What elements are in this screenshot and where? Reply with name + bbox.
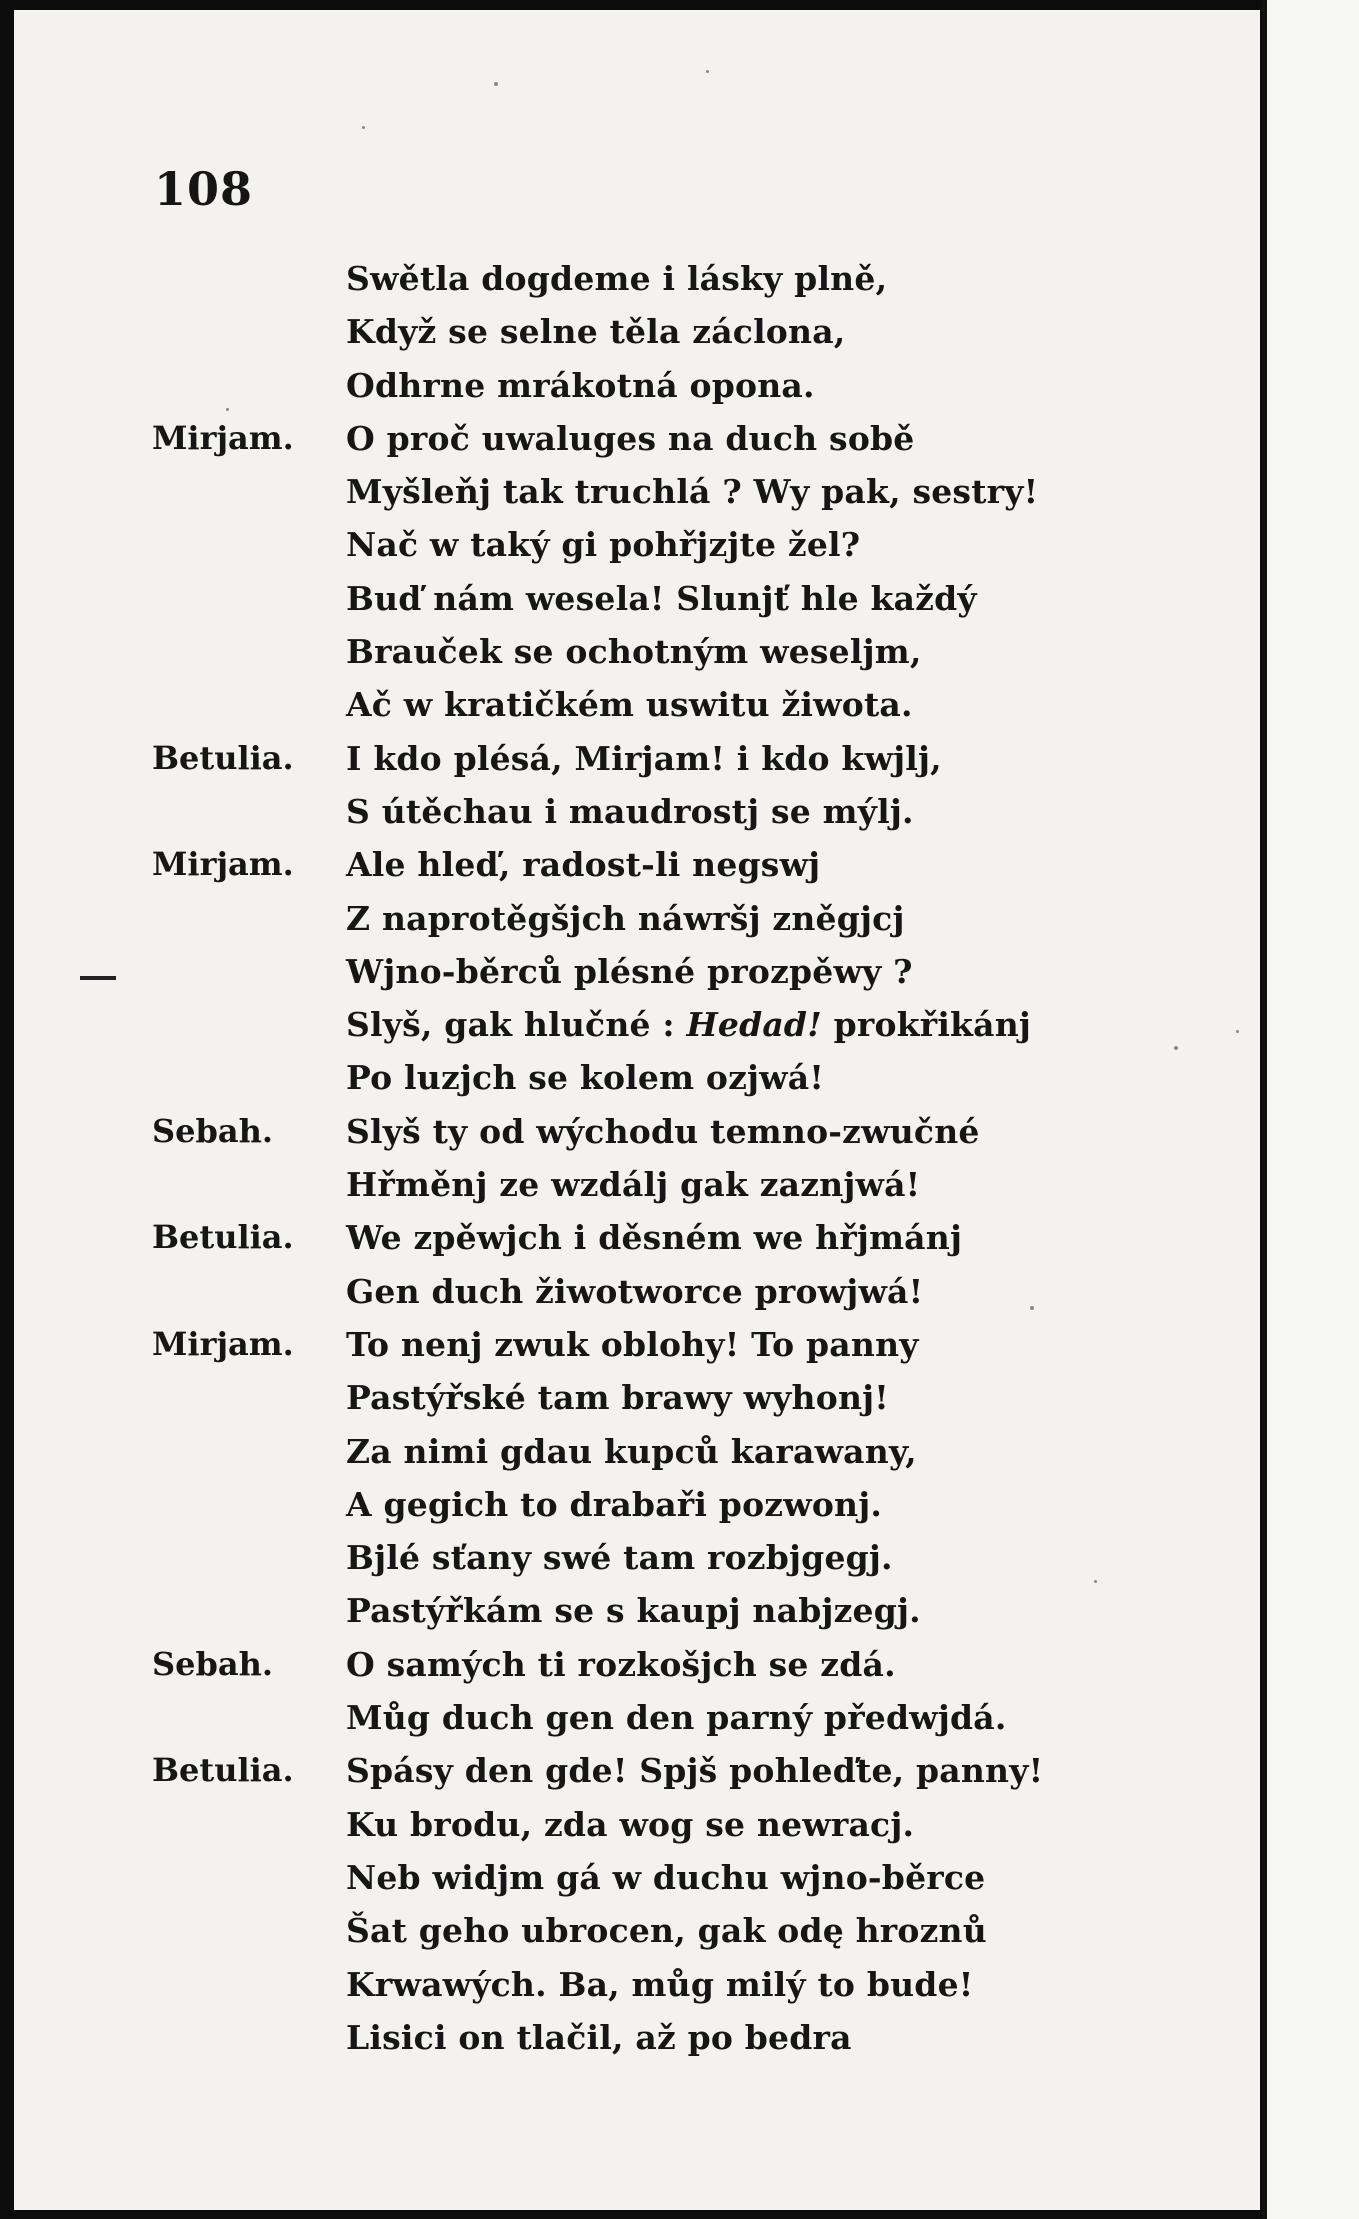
- verse-text: Ku brodu, zda wog se newracj.: [346, 1804, 915, 1844]
- verse-text: Ale hleď, radost-li negswj: [346, 845, 821, 885]
- verse-text: Swětla dogdeme i lásky plně,: [346, 259, 888, 298]
- verse-line-9: [14, 678, 1260, 731]
- verse-text: Šat geho ubrocen, gak odę hroznů: [346, 1911, 987, 1951]
- verse-text: Spásy den gde! Spjš pohleďte, panny!: [346, 1751, 1044, 1791]
- verse-line-1: [14, 252, 1260, 305]
- verse-text: A gegich to drabaři pozwonj.: [346, 1484, 883, 1524]
- page-number: 108: [154, 162, 254, 216]
- verse-text: Brauček se ochotným weseljm,: [346, 632, 922, 672]
- verse-text: Neb widjm gá w duchu wjno-běrce: [346, 1857, 986, 1897]
- verse-line-22: [14, 1371, 1260, 1424]
- verse-text: Pastýřkám se s kaupj nabjzegj.: [346, 1591, 921, 1631]
- verse-line-12: [14, 838, 1260, 891]
- verse-text: O samých ti rozkošjch se zdá.: [346, 1644, 896, 1684]
- verse-text: We zpěwjch i děsném we hřjmánj: [346, 1218, 963, 1258]
- page-gutter-shadow: [1262, 0, 1267, 2219]
- verse-text-tail: prokřikánj: [821, 1005, 1032, 1045]
- verse-text: Hřměnj ze wzdálj gak zaznjwá!: [346, 1165, 921, 1205]
- verse-line-8: [14, 625, 1260, 678]
- verse-text: Wjno-běrců plésné prozpěwy ?: [346, 951, 913, 991]
- verse-text-mixed: [346, 998, 1031, 1051]
- verse-text: Za nimi gdau kupců karawany,: [346, 1431, 917, 1471]
- speaker-label: Betulia.: [152, 1218, 294, 1257]
- verse-line-16: [14, 1051, 1260, 1104]
- verse-text: Lisici on tlačil, až po bedra: [346, 2017, 852, 2057]
- verse-line-19: [14, 1211, 1260, 1264]
- verse-line-27: [14, 1638, 1260, 1691]
- speaker-label: Betulia.: [152, 738, 294, 777]
- verse-text: Pastýřské tam brawy wyhonj!: [346, 1378, 889, 1418]
- verse-text: To nenj zwuk oblohy! To panny: [346, 1324, 919, 1364]
- verse-line-31: [14, 1851, 1260, 1904]
- verse-text: Slyš ty od wýchodu temno-zwučné: [346, 1111, 980, 1151]
- verse-line-3: [14, 359, 1260, 412]
- verse-line-21: [14, 1318, 1260, 1371]
- verse-line-25: [14, 1531, 1260, 1584]
- verse-text: Když se selne těla záclona,: [346, 312, 846, 352]
- verse-line-28: [14, 1691, 1260, 1744]
- verse-line-4: [14, 412, 1260, 465]
- verse-line-33: [14, 1958, 1260, 2011]
- verse-line-2: [14, 305, 1260, 358]
- verse-line-32: [14, 1904, 1260, 1957]
- speaker-label: Mirjam.: [152, 1324, 294, 1363]
- verse-text: Po luzjch se kolem ozjwá!: [346, 1058, 825, 1098]
- verse-line-18: [14, 1158, 1260, 1211]
- speaker-label: Mirjam.: [152, 418, 294, 457]
- verse-text: Z naprotěgšjch náwršj zněgjcj: [346, 898, 905, 938]
- verse-line-7: [14, 572, 1260, 625]
- verse-block: [14, 252, 1260, 2064]
- speaker-label: Mirjam.: [152, 845, 294, 884]
- verse-text: Buď nám wesela! Slunjť hle každý: [346, 578, 977, 618]
- verse-text: I kdo plésá, Mirjam! i kdo kwjlj,: [346, 738, 942, 778]
- verse-text: Můg duch gen den parný předwjdá.: [346, 1698, 1007, 1738]
- verse-line-20: [14, 1265, 1260, 1318]
- verse-text: Krwawých. Ba, můg milý to bude!: [346, 1964, 974, 2004]
- verse-text: Ač w kratičkém uswitu žiwota.: [346, 685, 913, 725]
- verse-line-15: [14, 998, 1260, 1051]
- verse-line-30: [14, 1798, 1260, 1851]
- verse-line-29: [14, 1744, 1260, 1797]
- verse-text: Bjlé sťany swé tam rozbjgegj.: [346, 1538, 893, 1578]
- book-page: [14, 10, 1260, 2210]
- verse-line-6: [14, 518, 1260, 571]
- adjacent-page-strip: [1262, 0, 1359, 2219]
- verse-text-italic: Hedad!: [686, 1005, 822, 1045]
- verse-text-lead: Slyš, gak hlučné :: [346, 1005, 675, 1045]
- verse-text: Nač w taký gi pohřjzjte žel?: [346, 525, 861, 565]
- speaker-label: Sebah.: [152, 1644, 273, 1683]
- verse-line-23: [14, 1425, 1260, 1478]
- verse-text: Myšleňj tak truchlá ? Wy pak, sestry!: [346, 472, 1039, 512]
- verse-line-26: [14, 1584, 1260, 1637]
- verse-line-14: [14, 945, 1260, 998]
- verse-line-17: [14, 1105, 1260, 1158]
- verse-line-11: [14, 785, 1260, 838]
- verse-line-24: [14, 1478, 1260, 1531]
- verse-line-10: [14, 732, 1260, 785]
- verse-line-34: [14, 2011, 1260, 2064]
- verse-line-13: [14, 892, 1260, 945]
- verse-text: Odhrne mrákotná opona.: [346, 365, 815, 405]
- verse-text: S útěchau i maudrostj se mýlj.: [346, 791, 914, 831]
- verse-text: O proč uwaluges na duch sobě: [346, 418, 915, 458]
- speaker-label: Sebah.: [152, 1111, 273, 1150]
- verse-text: Gen duch žiwotworce prowjwá!: [346, 1271, 924, 1311]
- speaker-label: Betulia.: [152, 1751, 294, 1790]
- verse-line-5: [14, 465, 1260, 518]
